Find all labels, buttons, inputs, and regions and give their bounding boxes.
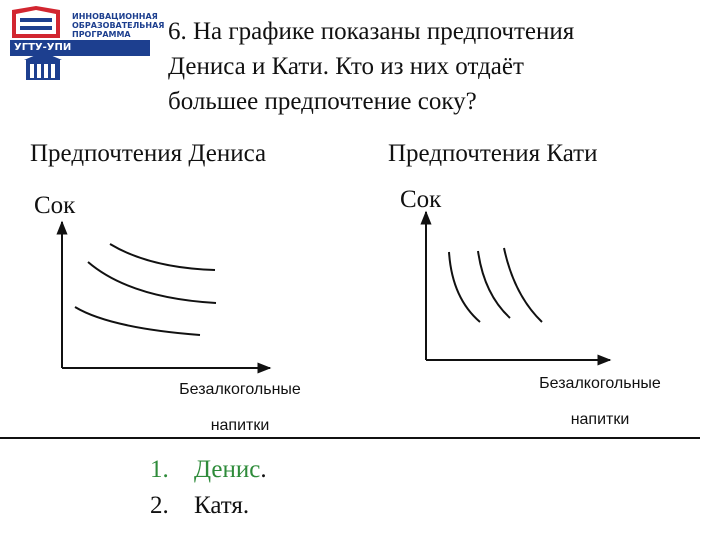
left-y-axis-label: Сок — [34, 192, 76, 219]
left-indifference-curve — [110, 244, 215, 270]
answer-suffix: . — [260, 456, 267, 483]
x-label-line: Безалкогольные — [539, 375, 661, 392]
right-chart-title: Предпочтения Кати — [388, 140, 598, 167]
question-line: 6. На графике показаны предпочтения — [168, 18, 575, 45]
x-label-line: напитки — [210, 417, 270, 434]
right-y-axis-label: Сок — [400, 186, 442, 213]
logo-line: ПРОГРАММА — [72, 30, 131, 39]
answer-option[interactable] — [150, 452, 267, 488]
answer-number: 2. — [150, 492, 169, 519]
right-indifference-curve — [504, 248, 542, 322]
x-label-line: напитки — [570, 411, 630, 428]
left-chart-title: Предпочтения Дениса — [30, 140, 267, 167]
left-indifference-curve — [75, 307, 200, 335]
answer-number: 1. — [150, 456, 169, 483]
x-label-line: Безалкогольные — [179, 381, 301, 398]
answer-option[interactable] — [150, 488, 267, 524]
logo-line: ИННОВАЦИОННАЯ — [72, 12, 158, 21]
answer-text: Катя. — [194, 492, 250, 519]
question-line: большее предпочтение соку? — [168, 88, 477, 115]
logo-band: УГТУ-УПИ — [10, 40, 150, 56]
logo-line: ОБРАЗОВАТЕЛЬНАЯ — [72, 21, 165, 30]
answer-list — [150, 452, 267, 524]
answer-text: Денис — [194, 456, 261, 483]
right-indifference-curve — [449, 252, 480, 322]
right-indifference-curve — [478, 251, 510, 318]
question-line: Дениса и Кати. Кто из них отдаёт — [168, 53, 524, 80]
